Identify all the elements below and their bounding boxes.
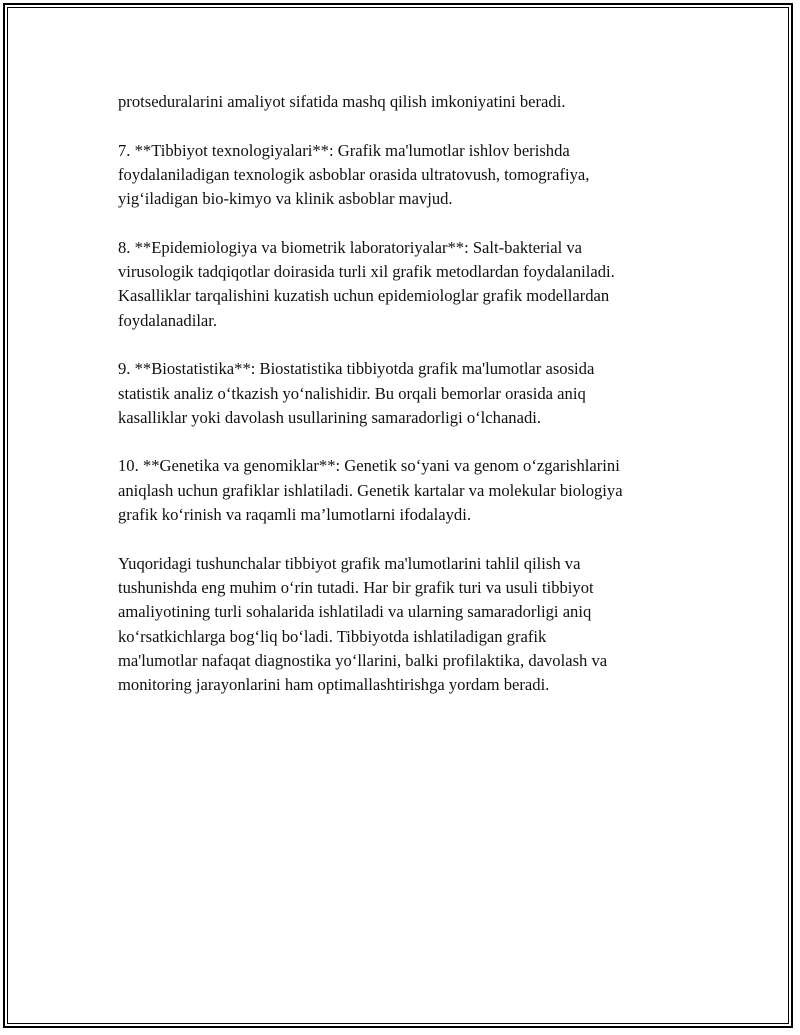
paragraph-item-8 (118, 236, 708, 333)
text-line: protseduralarini amaliyot sifatida mashq qilish imkoniyatini beradi. (118, 92, 566, 111)
text-line: virusologik tadqiqotlar doirasida turli xil grafik metodlardan foydalaniladi. (118, 262, 615, 282)
document-body (118, 90, 708, 722)
paragraph-item-7 (118, 139, 708, 212)
text-line: 9. **Biostatistika**: Biostatistika tibbiyotda grafik ma'lumotlar asosida (118, 359, 595, 379)
text-line: ma'lumotlar nafaqat diagnostika yoʻllarini, balki profilaktika, davolash va (118, 650, 608, 670)
paragraph-intro-continuation (118, 90, 708, 114)
text-line: foydalanadilar. (118, 310, 218, 330)
text-line: grafik koʻrinish va raqamli ma’lumotlarni ifodalaydi. (118, 505, 471, 525)
text-line: 8. **Epidemiologiya va biometrik laboratoriyalar**: Salt-bakterial va (118, 237, 583, 257)
text-line: 10. **Genetika va genomiklar**: Genetik soʻyani va genom oʻzgarishlarini (118, 456, 620, 476)
text-line: statistik analiz oʻtkazish yoʻnalishidir. Bu orqali bemorlar orasida aniq (118, 383, 586, 403)
text-line: monitoring jarayonlarini ham optimallashtirishga yordam beradi. (118, 675, 550, 695)
text-line: kasalliklar yoki davolash usullarining samaradorligi oʻlchanadi. (118, 407, 542, 427)
text-line: koʻrsatkichlarga bogʻliq boʻladi. Tibbiyotda ishlatiladigan grafik (118, 626, 547, 646)
text-line: Kasalliklar tarqalishini kuzatish uchun epidemiologlar grafik modellardan (118, 286, 610, 306)
paragraph-item-10 (118, 454, 708, 527)
text-line: foydalaniladigan texnologik asboblar orasida ultratovush, tomografiya, (118, 164, 590, 184)
text-line: tushunishda eng muhim oʻrin tutadi. Har bir grafik turi va usuli tibbiyot (118, 577, 594, 597)
text-line: Yuqoridagi tushunchalar tibbiyot grafik ma'lumotlarini tahlil qilish va (118, 553, 581, 573)
paragraph-item-9 (118, 357, 708, 430)
text-line: aniqlash uchun grafiklar ishlatiladi. Genetik kartalar va molekular biologiya (118, 480, 623, 500)
text-line: yigʻiladigan bio-kimyo va klinik asboblar mavjud. (118, 189, 453, 209)
text-line: 7. **Tibbiyot texnologiyalari**: Grafik ma'lumotlar ishlov berishda (118, 140, 570, 160)
text-line: amaliyotining turli sohalarida ishlatiladi va ularning samaradorligi aniq (118, 602, 592, 622)
paragraph-conclusion (118, 552, 708, 698)
